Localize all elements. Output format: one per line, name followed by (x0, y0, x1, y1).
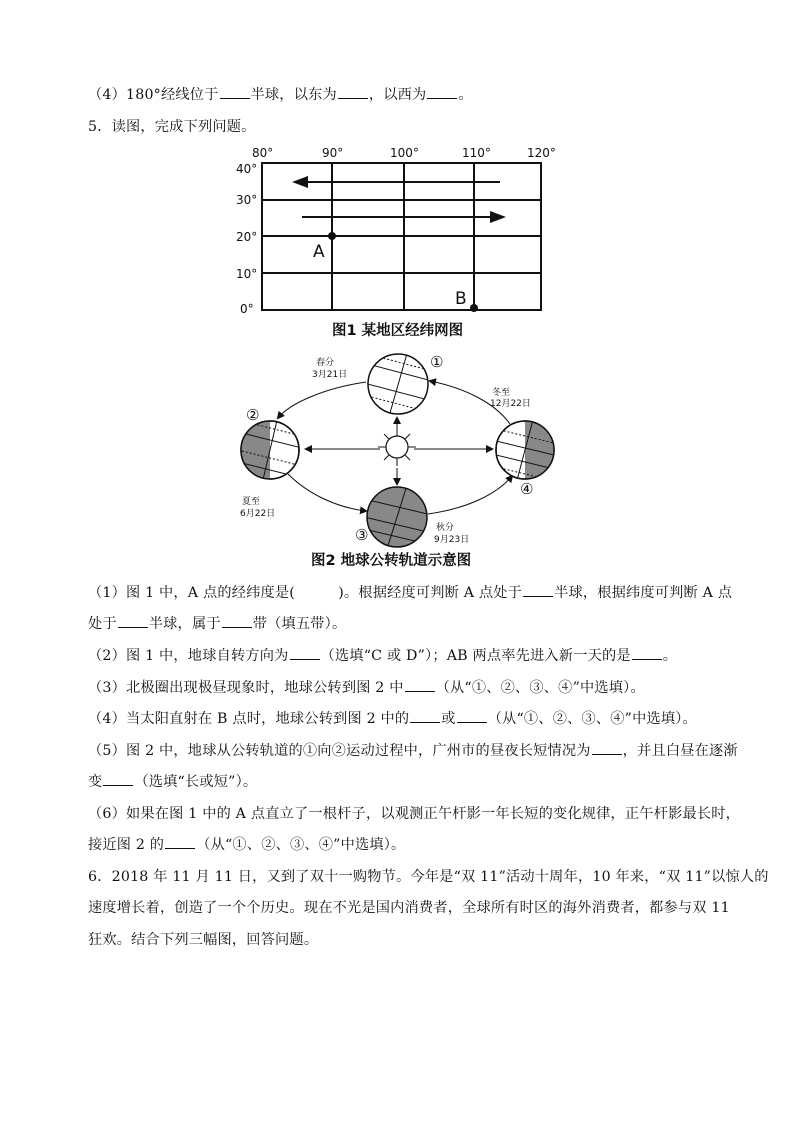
q5-1-text-c: 处于 (88, 616, 117, 632)
summer-date: 6月22日 (240, 509, 276, 519)
answer-blank[interactable] (165, 847, 195, 849)
orbit-arc-2-3 (288, 474, 366, 511)
q5-1-text-a: （1）图 1 中，A 点的经纬度是( )。根据经度可判断 A 点处于 (88, 585, 523, 601)
q4-text-4: 。 (458, 87, 473, 103)
question-5-intro: 5．读图，完成下列问题。 (88, 119, 256, 135)
winter-label: 冬至 (492, 388, 511, 398)
earth-position-3 (360, 482, 436, 550)
lat-label-0: 0° (240, 302, 254, 316)
autumn-label: 秋分 (436, 523, 455, 533)
answer-blank[interactable] (338, 97, 368, 99)
q4-text-3: ，以西为 (368, 87, 427, 103)
answer-blank[interactable] (457, 721, 487, 723)
label-position-3: ③ (355, 526, 369, 544)
question-5-2 (88, 645, 677, 665)
question-5-1-line-1 (88, 582, 732, 602)
answer-blank[interactable] (118, 626, 148, 628)
figure2-caption: 图2 地球公转轨道示意图 (311, 553, 472, 569)
answer-blank[interactable] (103, 784, 133, 786)
question-5-1-line-2 (88, 613, 346, 633)
lat-label-30: 30° (236, 193, 258, 207)
lat-label-40: 40° (236, 162, 258, 176)
question-5-3 (88, 677, 645, 697)
lon-label-90: 90° (322, 146, 344, 160)
q5-2-text-c: 。 (662, 648, 678, 664)
answer-blank[interactable] (592, 753, 622, 755)
earth-position-2 (238, 416, 302, 484)
earth-position-4 (492, 416, 558, 484)
q5-2-text-b: （选填“C 或 D”）；AB 两点率先进入新一天的是 (320, 648, 631, 664)
answer-blank[interactable] (632, 658, 662, 660)
orbit-arc-3-4 (428, 476, 512, 514)
q5-4-text-b: 或 (441, 711, 456, 727)
earth-position-1 (360, 350, 436, 420)
question-5-6-line-2 (88, 834, 405, 854)
lon-label-110: 110° (462, 146, 491, 160)
winter-date: 12月22日 (490, 399, 531, 409)
spring-date: 3月21日 (312, 370, 348, 380)
answer-blank[interactable] (410, 721, 440, 723)
q5-1-text-b: 半球，根据纬度可判断 A 点 (554, 585, 733, 601)
q5-5-text-a: （5）图 2 中，地球从公转轨道的①向②运动过程中，广州市的昼夜长短情况为 (88, 743, 591, 759)
question-5-5-line-1 (88, 740, 738, 760)
q5-6-text-b: 接近图 2 的 (88, 837, 165, 853)
question-6-line-1: 6．2018 年 11 月 11 日，又到了双十一购物节。今年是“双 11”活动十周年，10 年来，“双 11”以惊人的 (88, 869, 769, 885)
q4-text-2: 半球，以东为 (250, 87, 337, 103)
point-a-label: A (313, 242, 325, 262)
answer-blank[interactable] (427, 97, 457, 99)
answer-blank[interactable] (220, 97, 250, 99)
q5-3-text-b: （从“①、②、③、④”中选填）。 (435, 680, 645, 696)
arrow-east-head (490, 211, 506, 223)
question-6-line-2: 速度增长着，创造了一个个历史。现在不光是国内消费者，全球所有时区的海外消费者，都参与双 11 (88, 900, 730, 916)
spring-label: 春分 (316, 358, 335, 368)
point-b-label: B (455, 289, 467, 309)
figure1-grid-map (230, 145, 570, 320)
q5-6-text-c: （从“①、②、③、④”中选填）。 (196, 837, 406, 853)
lon-label-120: 120° (527, 146, 556, 160)
lon-label-80: 80° (252, 146, 274, 160)
figure2-orbit-diagram (230, 348, 570, 550)
q5-2-text-a: （2）图 1 中，地球自转方向为 (88, 648, 289, 664)
question-6-line-3: 狂欢。结合下列三幅图，回答问题。 (88, 932, 319, 948)
answer-blank[interactable] (222, 626, 252, 628)
point-b-marker (470, 304, 478, 312)
arrow-west-head (292, 176, 308, 188)
q5-1-text-e: 带（填五带）。 (252, 616, 347, 632)
question-5-5-line-2 (88, 771, 257, 791)
question-4-180-meridian (88, 84, 473, 104)
label-position-4: ④ (520, 480, 534, 498)
point-a-marker (328, 232, 336, 240)
q5-3-text-a: （3）北极圈出现极昼现象时，地球公转到图 2 中 (88, 680, 404, 696)
sun-icon (378, 428, 416, 466)
lon-label-100: 100° (390, 146, 419, 160)
summer-label: 夏至 (242, 497, 261, 507)
answer-blank[interactable] (523, 595, 553, 597)
q4-text-1: （4）180°经线位于 (88, 87, 219, 103)
q5-5-text-c: 变 (88, 774, 103, 790)
answer-blank[interactable] (290, 658, 320, 660)
q5-1-text-d: 半球，属于 (148, 616, 221, 632)
q5-5-text-b: ，并且白昼在逐渐 (622, 743, 738, 759)
q5-5-text-d: （选填“长或短”）。 (134, 774, 258, 790)
figure1-caption: 图1 某地区经纬网图 (332, 323, 464, 339)
question-5-4 (88, 708, 697, 728)
q5-4-text-a: （4）当太阳直射在 B 点时，地球公转到图 2 中的 (88, 711, 410, 727)
answer-blank[interactable] (405, 690, 435, 692)
label-position-1: ① (430, 353, 444, 371)
lat-label-20: 20° (236, 230, 258, 244)
question-5-6-line-1: （6）如果在图 1 中的 A 点直立了一根杆子，以观测正午杆影一年长短的变化规律，正午杆影最长时， (88, 806, 741, 822)
label-position-2: ② (246, 406, 260, 424)
lat-label-10: 10° (236, 267, 258, 281)
autumn-date: 9月23日 (434, 535, 470, 545)
q5-4-text-c: （从“①、②、③、④”中选填）。 (487, 711, 697, 727)
orbit-arc-1-2 (278, 382, 366, 418)
